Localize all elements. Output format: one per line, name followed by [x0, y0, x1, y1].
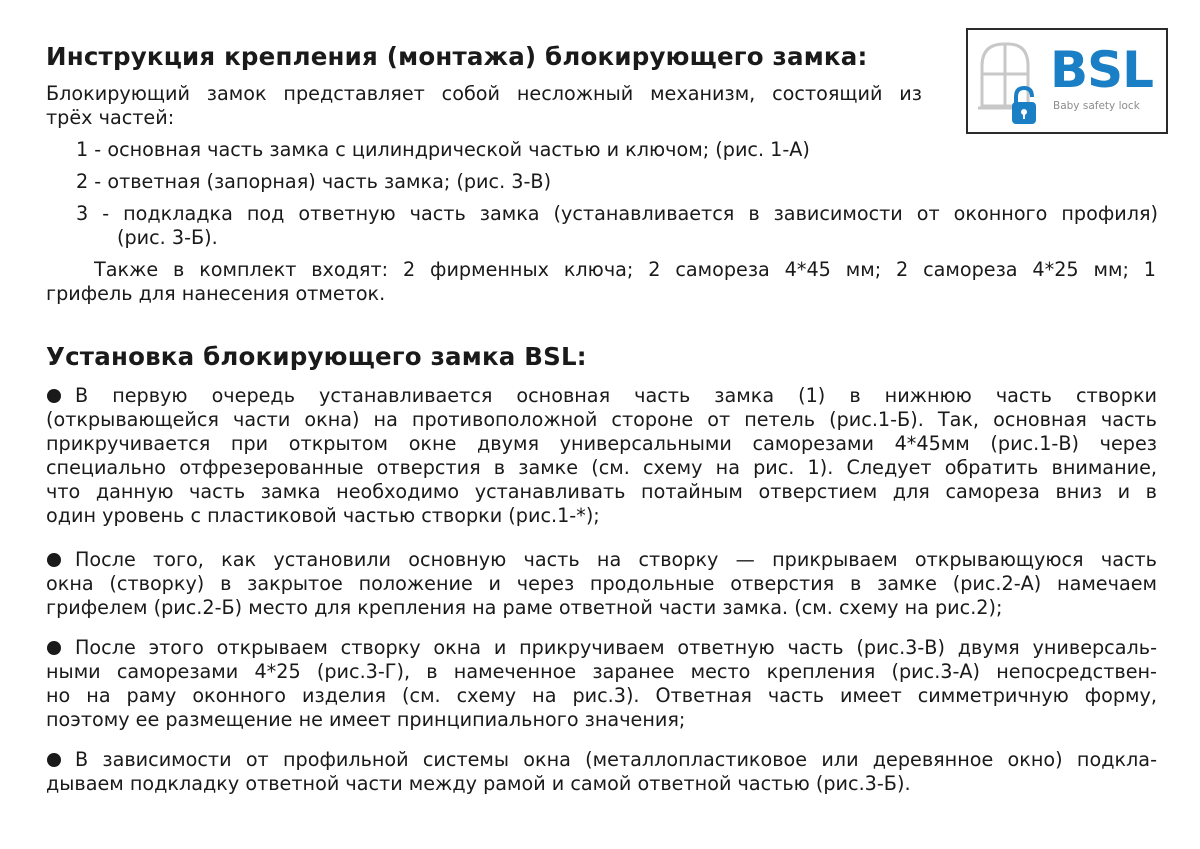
bullet-icon	[47, 641, 61, 655]
bullet2-line-2: окна (створку) в закрытое положение и через продольные отверстия в замке (рис.2-А) намечаем	[46, 572, 1157, 595]
kit-line-2: грифель для нанесения отметок.	[46, 282, 386, 305]
bullet1-line-4: специально отфрезерованные отверстия в замке (см. схему на рис. 1). Следует обратить внимание,	[46, 456, 1157, 479]
bullet1-line-5: что данную часть замка необходимо устанавливать потайным отверстием для самореза вниз и в	[46, 480, 1157, 503]
bullet1-line-1: В первую очередь устанавливается основная часть замка (1) в нижнюю часть створки	[75, 384, 1157, 407]
bullet3-line-2: ными саморезами 4*25 (рис.3-Г), в намеченное заранее место крепления (рис.3-А) непосредствен-	[46, 660, 1157, 683]
bullet2-line-3: грифелем (рис.2-Б) место для крепления на раме ответной части замка. (см. схему на рис.2);	[46, 596, 1003, 619]
logo-tagline: Baby safety lock	[1053, 100, 1140, 112]
bsl-logo	[966, 28, 1168, 134]
intro-line-2: трёх частей:	[46, 106, 175, 129]
bullet3-line-4: поэтому ее размещение не имеет принципиального значения;	[46, 708, 686, 731]
bullet3-line-3: но на раму оконного изделия (см. схему на рис.3). Ответная часть имеет симметричную форму,	[46, 684, 1157, 707]
section-title-install: Установка блокирующего замка BSL:	[46, 342, 587, 371]
bullet-icon	[47, 389, 61, 403]
list-item-3-line-2: (рис. 3-Б).	[117, 226, 218, 249]
list-item-2: 2 - ответная (запорная) часть замка; (рис. 3-В)	[76, 170, 552, 193]
intro-line-1: Блокирующий замок представляет собой несложный механизм, состоящий из	[46, 82, 922, 105]
kit-line-1: Также в комплект входят: 2 фирменных ключа; 2 самореза 4*45 мм; 2 самореза 4*25 мм; 1	[94, 258, 1156, 281]
bullet1-line-3: прикручивается при открытом окне двумя универсальными саморезами 4*45мм (рис.1-В) через	[46, 432, 1157, 455]
bullet1-line-2: (открывающейся части окна) на противоположной стороне от петель (рис.1-Б). Так, основная часть	[46, 408, 1157, 431]
bullet3-line-1: После этого открываем створку окна и прикручиваем ответную часть (рис.3-В) двумя универсаль-	[75, 636, 1157, 659]
logo-brand: BSL	[1050, 41, 1153, 99]
bullet1-line-6: один уровень с пластиковой частью створки (рис.1-*);	[46, 504, 600, 527]
bullet4-line-1: В зависимости от профильной системы окна (металлопластиковое или деревянное окно) подкла-	[75, 748, 1157, 771]
list-item-1: 1 - основная часть замка с цилиндрической частью и ключом; (рис. 1-А)	[76, 138, 810, 161]
page-title: Инструкция крепления (монтажа) блокирующего замка:	[46, 42, 868, 71]
bullet2-line-1: После того, как установили основную часть на створку — прикрываем открывающуюся часть	[75, 548, 1157, 571]
bullet4-line-2: дываем подкладку ответной части между рамой и самой ответной частью (рис.3-Б).	[46, 772, 911, 795]
bullet-icon	[47, 753, 61, 767]
bullet-icon	[47, 553, 61, 567]
list-item-3-line-1: 3 - подкладка под ответную часть замка (устанавливается в зависимости от оконного профиля)	[76, 202, 1158, 225]
